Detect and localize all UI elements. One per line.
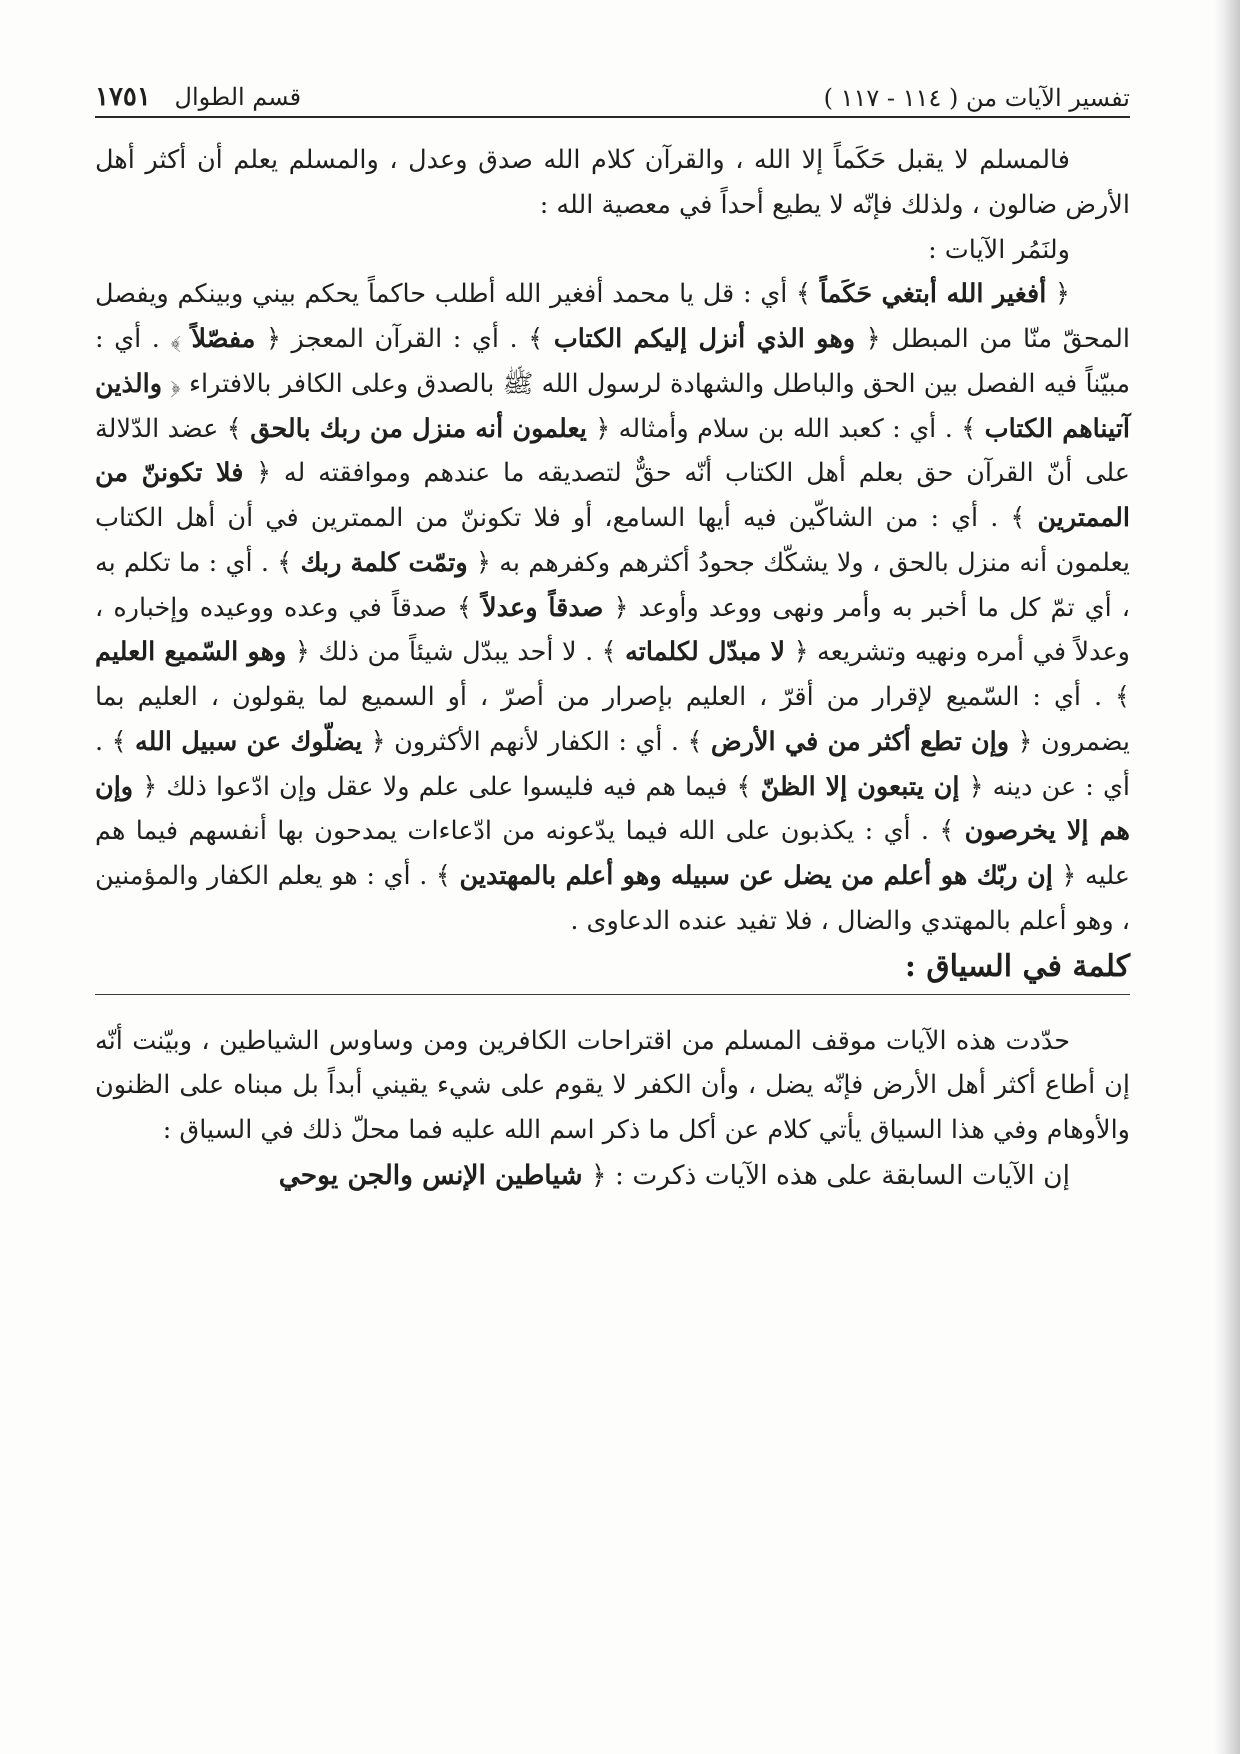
page-edge-shadow — [1214, 0, 1240, 1754]
page-body — [95, 138, 1130, 1199]
paragraph-1: فالمسلم لا يقبل حَكَماً إلا الله ، والقرآن كلام الله صدق وعدل ، والمسلم يعلم أن أكثر أهل الأرض ضالون ، ولذلك فإنّه لا يطيع أحداً في معصية الله : — [95, 145, 1130, 220]
running-title: تفسير الآيات من ( ١١٤ - ١١٧ ) — [823, 84, 1130, 112]
header-rule — [95, 116, 1130, 118]
quran-quote: وهو السّميع العليم — [95, 637, 287, 668]
quran-quote: يعلمون أنه منزل من ربك بالحق — [250, 413, 587, 444]
section-heading: كلمة في السياق : — [95, 946, 1130, 995]
paragraph-5: إن الآيات السابقة على هذه الآيات ذكرت : ﴿ شياطين الإنس والجن يوحي — [278, 1159, 1070, 1191]
quran-quote: وتمّت كلمة ربك — [300, 547, 468, 578]
quran-quote: صدقاً وعدلاً — [482, 592, 604, 623]
quran-quote: شياطين الإنس والجن يوحي — [278, 1159, 583, 1191]
quran-quote: يضلّوك عن سبيل الله — [134, 726, 363, 757]
quran-quote: والذين آتيناهم الكتاب — [95, 368, 1130, 444]
quran-quote: وإن تطع أكثر من في الأرض — [710, 726, 1010, 757]
quran-quote: إن ربّك هو أعلم من يضل عن سبيله وهو أعلم بالمهتدين — [459, 861, 1053, 891]
paragraph-3: ﴿ أفغير الله أبتغي حَكَماً ﴾ أي : قل يا محمد أفغير الله أطلب حاكماً يحكم بيني وبينكم ويفصل المحقّ منّا من المبطل ﴿ وهو الذي أنزل إليكم الكتاب ﴾ . أي : القرآن المعجز ﴿ مفصّلاً ﴾ . أي : مبيّناً فيه الفصل بين الحق والباطل والشهادة لرسول الله ﷺ بالصدق وعلى الكافر بالافتراء ﴿ والذين آتيناهم الكتاب ﴾ . أي : كعبد الله بن سلام وأمثاله ﴿ يعلمون أنه منزل من ربك بالحق ﴾ عضد الدّلالة على أنّ القرآن حق بعلم أهل الكتاب أنّه حقٌّ لتصديقه ما عندهم وموافقته له ﴿ فلا تكوننّ من الممترين ﴾ . أي : من الشاكّين فيه أيها السامع، أو فلا تكوننّ من الممترين في أن أهل الكتاب يعلمون أنه منزل بالحق ، ولا يشكّك جحودُ أكثرهم وكفرهم به ﴿ وتمّت كلمة ربك ﴾ . أي : ما تكلم به ، أي تمّ كل ما أخبر به وأمر ونهى ووعد وأوعد ﴿ صدقاً وعدلاً ﴾ صدقاً في وعده ووعيده وإخباره ، وعدلاً في أمره ونهيه وتشريعه ﴿ لا مبدّل لكلماته ﴾ . لا أحد يبدّل شيئاً من ذلك ﴿ وهو السّميع العليم ﴾ . أي : السّميع لإقرار من أقرّ ، العليم بإصرار من أصرّ ، أو السميع لما يقولون ، العليم بما يضمرون ﴿ وإن تطع أكثر من في الأرض ﴾ . أي : الكفار لأنهم الأكثرون ﴿ يضلّوك عن سبيل الله ﴾ . أي : عن دينه ﴿ إن يتبعون إلا الظنّ ﴾ فيما هم فيه فليسوا على علم ولا عقل وإن ادّعوا ذلك ﴿ وإن هم إلا يخرصون ﴾ . أي : يكذبون على الله فيما يدّعونه من ادّعاءات يمدحون بها أنفسهم فيما هم عليه ﴿ إن ربّك هو أعلم من يضل عن سبيله وهو أعلم بالمهتدين ﴾ . أي : هو يعلم الكفار والمؤمنين ، وهو أعلم بالمهتدي والضال ، فلا تفيد عنده الدعاوى . — [95, 279, 1131, 936]
quran-quote: أفغير الله أبتغي حَكَماً — [819, 279, 1047, 310]
paragraph-2: ولنَمُر الآيات : — [928, 234, 1070, 265]
header-left — [95, 82, 301, 112]
paragraph-4: حدّدت هذه الآيات موقف المسلم من اقتراحات الكافرين ومن وساوس الشياطين ، وبيّنت أنّه إن أطاع أكثر أهل الأرض فإنّه يضل ، وأن الكفر لا يقوم على شيء يقيني أبداً بل مبناه على الظنون والأوهام وفي هذا السياق يأتي كلام عن أكل ما ذكر اسم الله عليه فما محلّ ذلك في السياق : — [95, 1025, 1130, 1145]
quran-quote: إن يتبعون إلا الظنّ — [760, 771, 960, 802]
quran-quote: مفصّلاً — [191, 324, 256, 354]
page-header — [95, 68, 1130, 112]
section-name: قسم الطوال — [174, 83, 302, 111]
quran-quote: وإن هم إلا يخرصون — [95, 771, 1131, 847]
quran-quote: وهو الذي أنزل إليكم الكتاب — [553, 324, 856, 354]
quran-quote: لا مبدّل لكلماته — [625, 637, 786, 668]
quran-quote: فلا تكوننّ من الممترين — [95, 458, 1130, 533]
page-number: ١٧٥١ — [95, 82, 151, 112]
